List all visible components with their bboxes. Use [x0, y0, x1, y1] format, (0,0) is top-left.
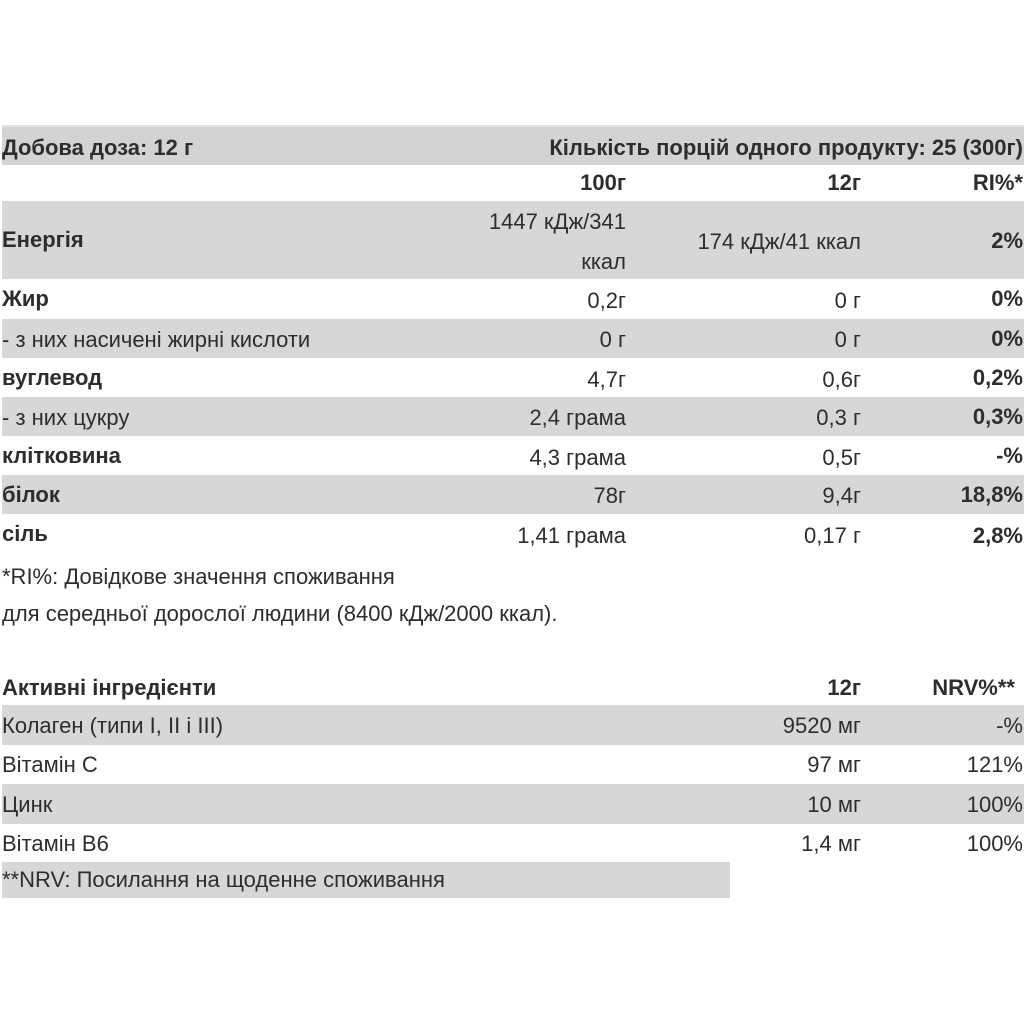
row-per12: 0,17 г — [804, 523, 861, 548]
table-row — [2, 319, 1024, 358]
row-per100: 78г — [593, 483, 626, 508]
ingredient-nrv: 121% — [966, 752, 1023, 777]
table-row — [2, 514, 1024, 554]
active-ingredients-header — [2, 667, 1024, 705]
list-item — [2, 745, 1024, 784]
row-ri: 0% — [991, 286, 1023, 311]
row-per100: 0,2г — [587, 288, 626, 313]
table-row — [2, 436, 1024, 475]
energy-ri: 2% — [991, 228, 1023, 253]
row-per12: 0,5г — [822, 445, 861, 470]
ingredient-per12: 97 мг — [807, 752, 861, 777]
table-row — [2, 397, 1024, 436]
row-per100: 0 г — [599, 327, 626, 352]
active-col-per12-header: 12г — [827, 675, 861, 700]
row-label: Жир — [2, 286, 49, 311]
energy-label: Енергія — [2, 227, 84, 252]
ingredient-nrv: 100% — [966, 831, 1023, 856]
active-ingredients-title: Активні інгредієнти — [2, 675, 217, 700]
row-label: сіль — [2, 521, 48, 546]
row-per100: 2,4 грама — [529, 405, 626, 430]
row-label: клітковина — [2, 443, 121, 468]
row-ri: -% — [996, 443, 1023, 468]
ingredient-name: Колаген (типи I, II і III) — [2, 713, 224, 738]
row-per12: 0 г — [834, 288, 861, 313]
ingredient-per12: 9520 мг — [782, 713, 861, 738]
ingredient-per12: 10 мг — [807, 792, 861, 817]
row-per12: 0 г — [834, 327, 861, 352]
col-per12-header: 12г — [827, 170, 861, 195]
table-row — [2, 279, 1024, 319]
ingredient-nrv: -% — [996, 713, 1023, 738]
energy-per100-line2: ккал — [581, 249, 626, 274]
table-row — [2, 358, 1024, 397]
list-item — [2, 824, 1024, 862]
ingredient-nrv: 100% — [966, 792, 1023, 817]
ingredient-name: Цинк — [2, 792, 53, 817]
ingredient-per12: 1,4 мг — [801, 831, 861, 856]
energy-per12: 174 кДж/41 ккал — [697, 229, 861, 254]
row-per100: 1,41 грама — [517, 523, 626, 548]
row-per12: 0,6г — [822, 367, 861, 392]
row-per12: 9,4г — [822, 483, 861, 508]
ingredient-name: Вітамін B6 — [2, 831, 109, 856]
row-label: - з них цукру — [2, 405, 130, 430]
row-label: вуглевод — [2, 365, 103, 390]
ri-footnote-line2: для середньої дорослої людини (8400 кДж/2000 ккал). — [2, 601, 558, 626]
row-per12: 0,3 г — [816, 405, 861, 430]
row-ri: 0% — [991, 326, 1023, 351]
energy-row — [2, 201, 1024, 279]
list-item — [2, 784, 1024, 824]
row-label: білок — [2, 482, 60, 507]
row-ri: 2,8% — [972, 523, 1023, 548]
col-per100-header: 100г — [580, 170, 626, 195]
nrv-footnote: **NRV: Посилання на щоденне споживання — [2, 867, 445, 892]
row-per100: 4,7г — [587, 367, 626, 392]
dose-header-row — [2, 125, 1024, 165]
nutrition-column-headers — [2, 165, 1024, 201]
list-item — [2, 705, 1024, 745]
row-ri: 0,2% — [972, 365, 1023, 390]
ingredient-name: Вітамін C — [2, 752, 98, 777]
ri-footnote-line1: *RI%: Довідкове значення споживання — [2, 564, 395, 589]
row-ri: 18,8% — [960, 482, 1023, 507]
energy-per100-line1: 1447 кДж/341 — [488, 209, 626, 234]
active-col-nrv-header: NRV%** — [932, 675, 1015, 700]
servings-label: Кількість порцій одного продукту: 25 (300г) — [549, 135, 1023, 160]
col-ri-header: RI%* — [972, 170, 1023, 195]
table-row — [2, 475, 1024, 514]
row-ri: 0,3% — [972, 404, 1023, 429]
row-label: - з них насичені жирні кислоти — [2, 327, 311, 352]
row-per100: 4,3 грама — [529, 445, 626, 470]
daily-dose-label: Добова доза: 12 г — [2, 135, 194, 160]
nrv-footnote-box — [2, 862, 730, 898]
